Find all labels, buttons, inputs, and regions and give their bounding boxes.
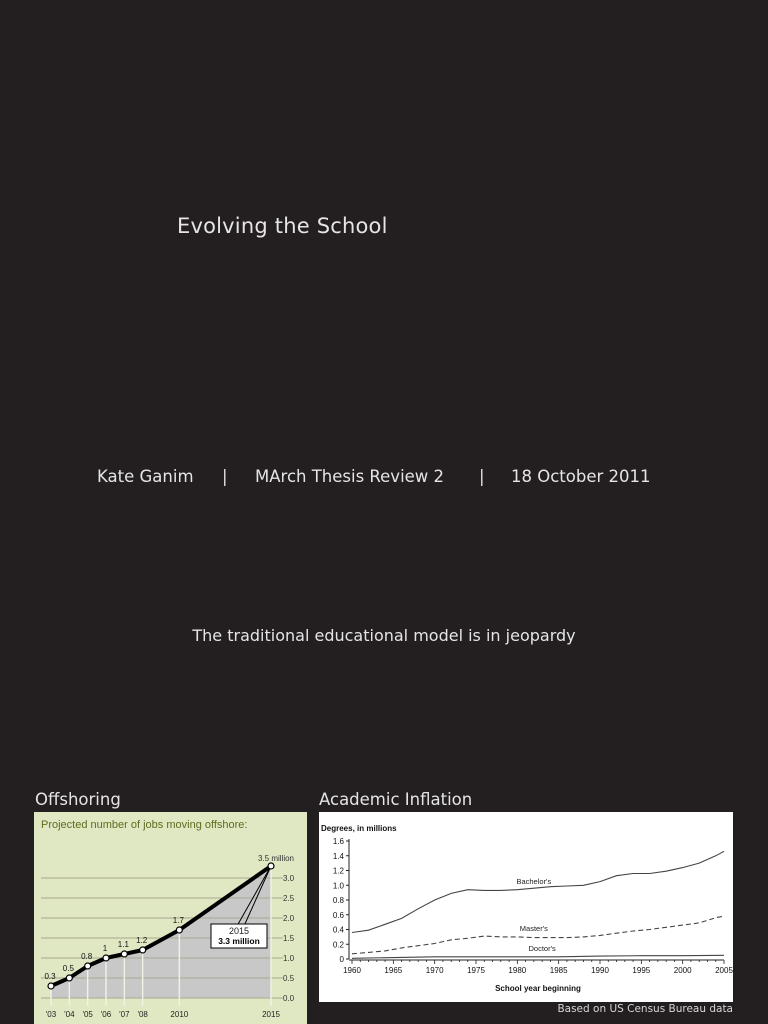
y-tick-label: 1.6 [332,837,344,846]
x-tick-label: '04 [64,1010,75,1019]
x-tick-label: '06 [100,1010,112,1019]
y-axis-label: Degrees, in millions [321,824,397,833]
series-label: Master's [519,924,548,934]
x-tick-label: 2005 [715,966,733,975]
x-tick-label: '05 [82,1010,93,1019]
byline-separator: | [222,467,228,486]
data-point [85,963,91,969]
data-label: 0.3 [44,972,56,981]
data-point [66,975,72,981]
data-label: 1.1 [117,940,129,949]
offshoring-title: Offshoring [35,790,121,809]
offshoring-chart [34,812,307,1024]
x-tick-label: 2000 [673,966,692,975]
offshoring-chart-svg [34,812,307,1024]
y-tick-label: 3.0 [283,874,295,883]
tagline: The traditional educational model is in jeopardy [192,626,576,645]
x-tick-label: 1965 [384,966,403,975]
degrees-chart [319,812,733,1002]
data-label: 0.5 [62,964,74,973]
y-tick-label: 0.0 [283,994,295,1003]
y-tick-label: 1.5 [283,934,295,943]
degrees-chart-svg [319,812,733,1002]
y-tick-label: 2.0 [283,914,295,923]
y-tick-label: 1.4 [332,851,344,861]
data-label: 1.2 [136,936,148,945]
y-tick-label: 0.4 [332,925,344,935]
y-tick-label: 2.5 [283,894,295,903]
x-axis-label: School year beginning [495,984,581,993]
callout-value: 3.3 million [218,936,260,946]
data-point [140,947,146,953]
top-scale-label: 3.5 million [257,854,294,863]
x-tick-label: 2010 [170,1010,189,1019]
chart-title: Projected number of jobs moving offshore: [41,819,248,831]
byline-separator: | [479,467,485,486]
data-label: 1 [102,944,108,953]
y-tick-label: 0 [339,955,344,964]
event-date: 18 October 2011 [511,467,651,486]
callout-year: 2015 [228,926,250,936]
source-note: Based on US Census Bureau data [557,1003,733,1015]
data-point [48,983,54,989]
x-tick-label: 1985 [549,966,568,975]
author-name: Kate Ganim [97,467,194,486]
y-tick-label: 1.0 [283,954,295,963]
series-label: Doctor's [528,944,556,954]
y-tick-label: 0.6 [332,910,344,920]
data-point [103,955,109,961]
y-tick-label: 1.2 [332,866,344,876]
series-line [352,851,724,932]
x-tick-label: 1970 [425,966,444,975]
x-tick-label: 1995 [632,966,651,975]
x-tick-label: '08 [137,1010,148,1019]
x-tick-label: '03 [45,1010,57,1019]
data-label: 1.7 [172,916,184,925]
x-tick-label: 1975 [467,966,485,975]
x-tick-label: 1980 [508,966,527,975]
data-point [121,951,127,957]
y-tick-label: 0.8 [332,896,344,905]
x-tick-label: 1990 [591,966,609,975]
series-line [352,955,724,958]
y-tick-label: 0.2 [332,940,344,950]
academic-inflation-title: Academic Inflation [319,790,473,809]
data-point [268,863,274,869]
x-tick-label: 2015 [262,1010,280,1019]
y-tick-label: 0.5 [283,974,295,983]
x-tick-label: 1960 [343,966,361,975]
y-tick-label: 1.0 [332,881,344,891]
x-tick-label: '07 [119,1010,130,1019]
series-label: Bachelor's [516,876,552,886]
data-point [176,927,182,933]
event-name: MArch Thesis Review 2 [255,467,445,486]
data-label: 0.8 [81,952,93,961]
slide-title: Evolving the School [177,214,388,238]
